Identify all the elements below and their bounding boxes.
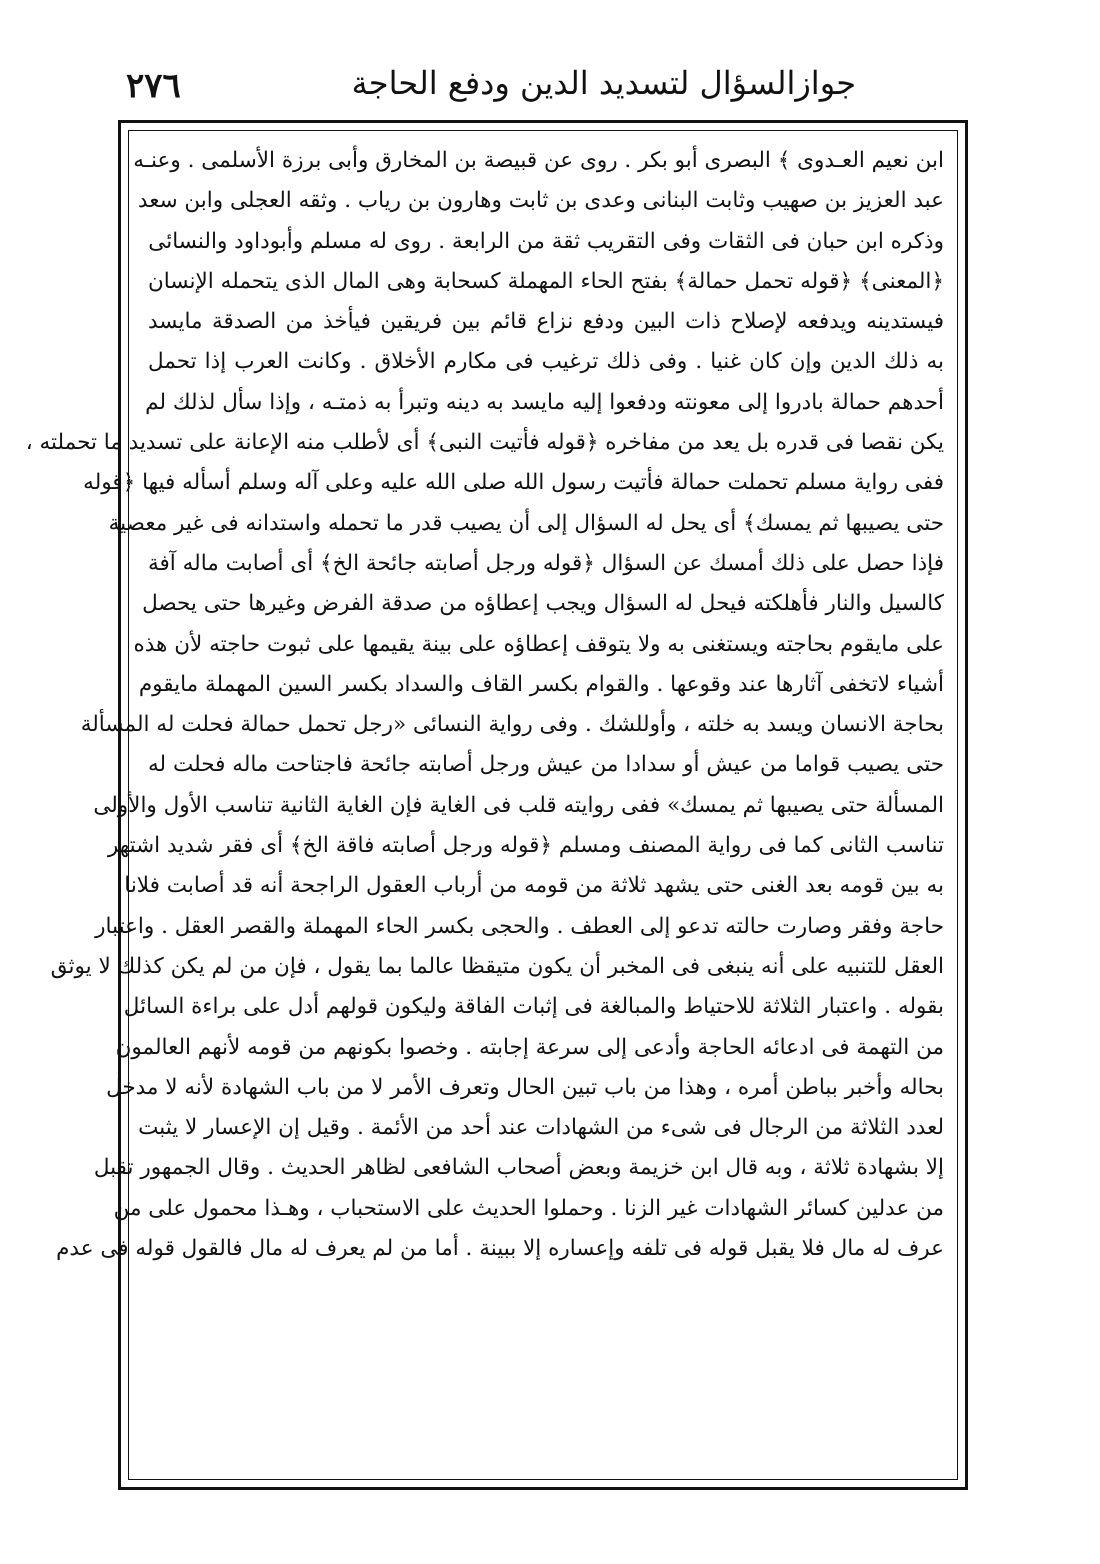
text-line: أحدهم حمالة بادروا إلى معونته ودفعوا إليه مايسد به دينه وتبرأ به ذمتـه ، وإذا سأل لذلك لم bbox=[145, 389, 944, 415]
text-line: بقوله . واعتبار الثلاثة للاحتياط والمبالغة فى إثبات الفاقة وليكون قولهم أدل على براءة السائل bbox=[123, 994, 944, 1020]
running-title: جوازالسؤال لتسديد الدين ودفع الحاجة bbox=[351, 64, 856, 102]
text-line: حاجة وفقر وصارت حالته تدعو إلى العطف . والحجى بكسر الحاء المهملة والقصر العقل . واعتبار bbox=[95, 913, 944, 939]
text-line: عبد العزيز بن صهيب وثابت البنانى وعدى بن ثابت وهارون بن رياب . وثقه العجلى وابن سعد bbox=[137, 188, 944, 214]
body-text bbox=[25, 141, 944, 1471]
text-line: أشياء لاتخفى آثارها عند وقوعها . والقوام بكسر القاف والسداد بكسر السين المهملة مايقوم bbox=[138, 671, 944, 697]
text-line: العقل للتنبيه على أنه ينبغى فى المخبر أن يكون متيقظا عالما بما يقول ، فإن من لم يكن كذلك لا يوثق bbox=[50, 953, 944, 979]
text-line: على مايقوم بحاجته ويستغنى به ولا يتوقف إعطاؤه على بينة يقيمها على ثبوت حاجته لأن هذه bbox=[133, 631, 944, 657]
text-line: فيستدينه ويدفعه لإصلاح ذات البين ودفع نزاع قائم بين فريقين فيأخذ من الصدقة مايسد bbox=[148, 309, 944, 335]
text-line: ففى رواية مسلم تحملت حمالة فأتيت رسول الله صلى الله عليه وعلى آله وسلم أسأله فيها ﴿قوله bbox=[83, 470, 944, 496]
text-line: بحاله وأخبر بباطن أمره ، وهذا من باب تبين الحال وتعرف الأمر لا من باب الشهادة لأنه لا مدخل bbox=[106, 1074, 944, 1100]
text-line: بحاجة الانسان ويسد به خلته ، وأوللشك . وفى رواية النسائى «رجل تحمل حمالة فحلت له المسألة bbox=[80, 712, 944, 738]
text-line: وذكره ابن حبان فى الثقات وفى التقريب ثقة من الرابعة . روى له مسلم وأبوداود والنسائى bbox=[148, 228, 944, 254]
text-line: حتى يصيبها ثم يمسك﴾ أى يحل له السؤال إلى أن يصيب قدر ما تحمله واستدانه فى غير معصية bbox=[108, 510, 944, 536]
text-line: لعدد الثلاثة من الرجال فى شىء من الشهادات عند أحد من الأئمة . وقيل إن الإعسار لا يثبت bbox=[138, 1115, 944, 1141]
text-line: عرف له مال فلا يقبل قوله فى تلفه وإعساره إلا ببينة . أما من لم يعرف له مال فالقول قوله فى عدم bbox=[56, 1236, 944, 1262]
text-line: إلا بشهادة ثلاثة ، وبه قال ابن خزيمة وبعض أصحاب الشافعى لظاهر الحديث . وقال الجمهور تقبل bbox=[93, 1155, 944, 1181]
text-line: به ذلك الدين وإن كان غنيا . وفى ذلك ترغيب فى مكارم الأخلاق . وكانت العرب إذا تحمل bbox=[148, 349, 944, 375]
text-line: ﴿المعنى﴾ ﴿قوله تحمل حمالة﴾ بفتح الحاء المهملة كسحابة وهى المال الذى يتحمله الإنسان bbox=[148, 268, 944, 294]
text-line: تناسب الثانى كما فى رواية المصنف ومسلم ﴿قوله ورجل أصابته فاقة الخ﴾ أى فقر شديد اشتهر bbox=[107, 833, 944, 859]
text-line: من عدلين كسائر الشهادات غير الزنا . وحملوا الحديث على الاستحباب ، وهـذا محمول على من bbox=[113, 1195, 944, 1221]
text-line: حتى يصيب قواما من عيش أو سدادا من عيش ورجل أصابته جائحة فاجتاحت ماله فحلت له bbox=[148, 752, 944, 778]
text-line: من التهمة فى ادعائه الحاجة وأدعى إلى سرعة إجابته . وخصوا بكونهم من قومه لأنهم العالمون bbox=[115, 1034, 944, 1060]
text-line: به بين قومه بعد الغنى حتى يشهد ثلاثة من قومه من أرباب العقول الراجحة أنه قد أصابت فلانا bbox=[124, 873, 944, 899]
page-number: ٢٧٦ bbox=[126, 66, 181, 106]
text-line: يكن نقصا فى قدره بل يعد من مفاخره ﴿قوله فأتيت النبى﴾ أى لأطلب منه الإعانة على تسديد ما تحملته ، bbox=[25, 430, 944, 456]
text-line: كالسيل والنار فأهلكته فيحل له السؤال ويجب إعطاؤه من صدقة الفرض وغيرها حتى يحصل bbox=[142, 591, 944, 617]
text-line: فإذا حصل على ذلك أمسك عن السؤال ﴿قوله ورجل أصابته جائحة الخ﴾ أى أصابت ماله آفة bbox=[148, 550, 944, 576]
text-line: ابن نعيم العـدوى ﴾ البصرى أبو بكر . روى عن قبيصة بن المخارق وأبى برزة الأسلمى . وعنـه bbox=[133, 148, 944, 173]
page-header bbox=[126, 56, 966, 106]
text-line: المسألة حتى يصيبها ثم يمسك» ففى روايته قلب فى الغاية فإن الغاية الثانية تناسب الأول والأولى bbox=[93, 792, 944, 818]
